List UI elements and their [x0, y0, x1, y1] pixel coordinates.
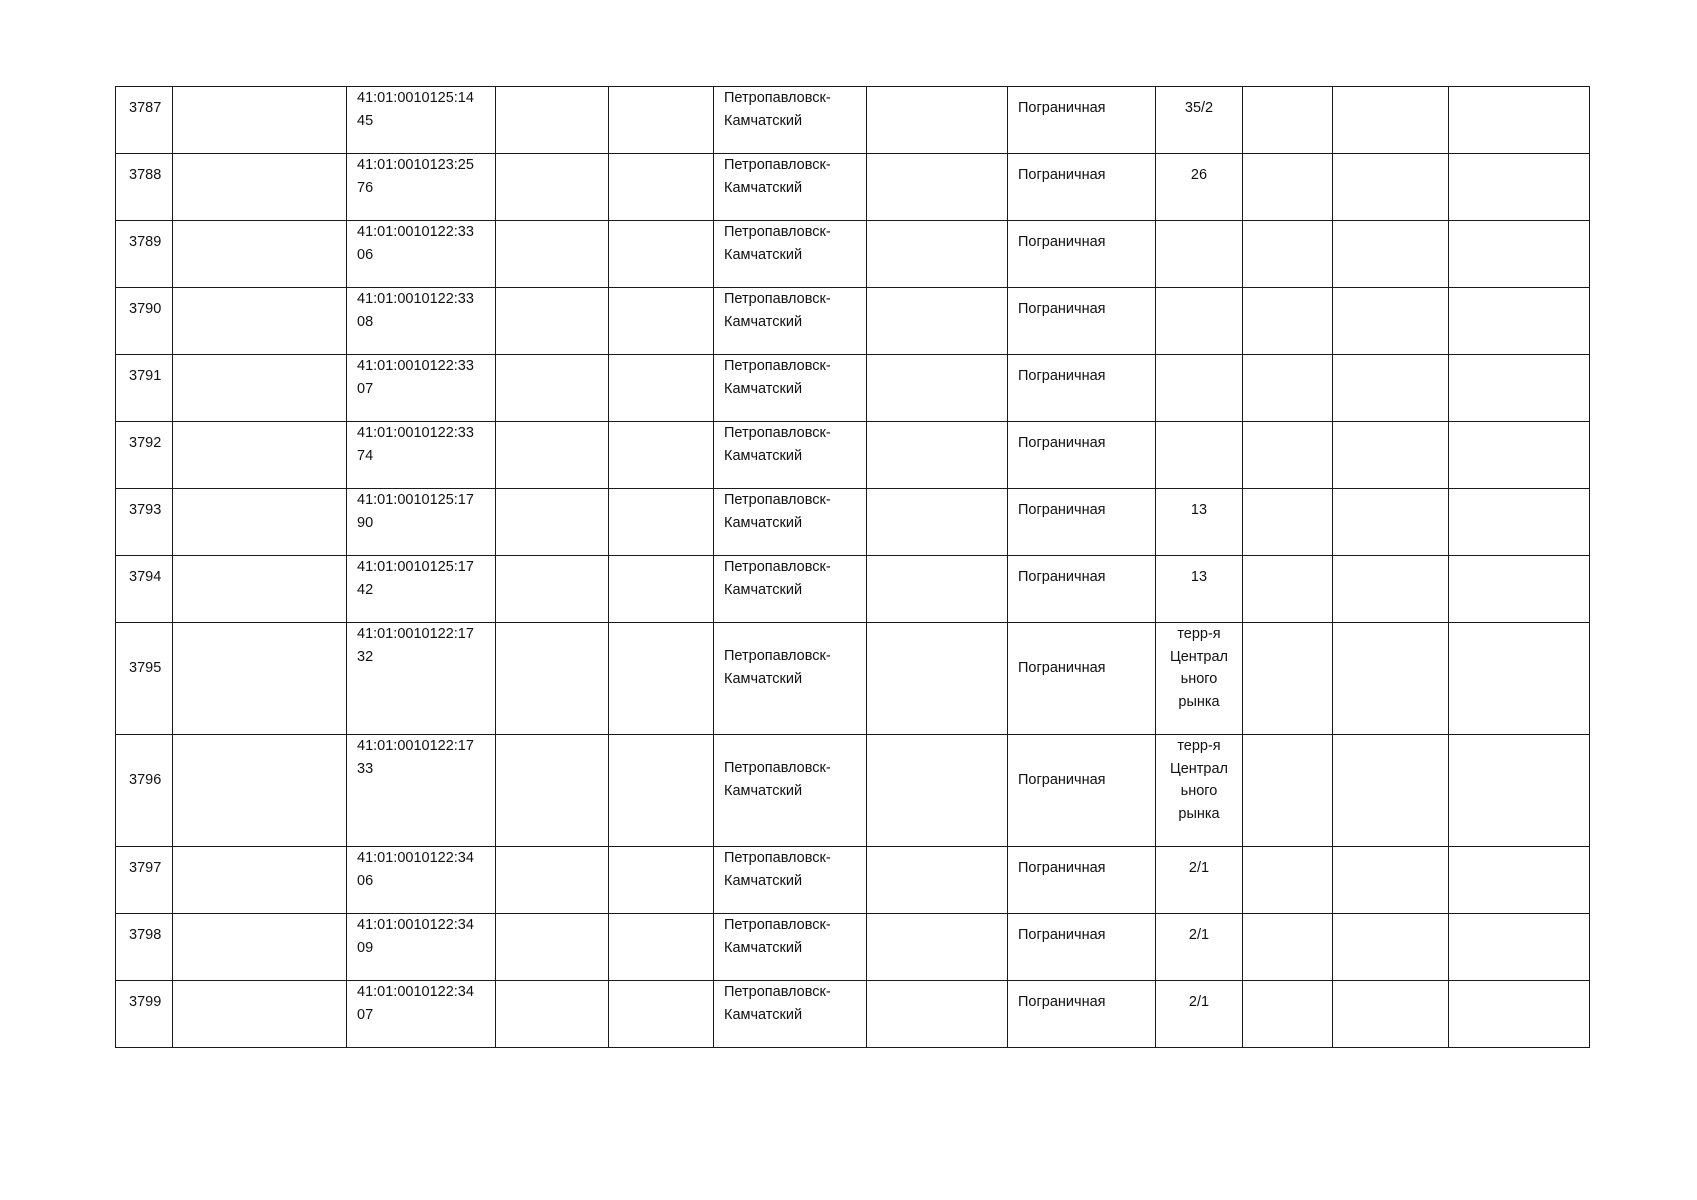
city-cell [714, 914, 867, 981]
table-row [116, 355, 1590, 422]
city-cell [714, 847, 867, 914]
table-row [116, 422, 1590, 489]
street-cell [1008, 735, 1156, 847]
cadastral-number-line-2: 08 [357, 313, 374, 330]
cadastral-number-cell [347, 623, 496, 735]
empty-cell [867, 288, 1008, 355]
empty-cell [609, 87, 714, 154]
empty-cell [173, 735, 347, 847]
empty-cell [1449, 288, 1590, 355]
city-line-2: Камчатский [724, 246, 803, 263]
empty-cell [1333, 288, 1449, 355]
house-cell [1156, 355, 1243, 422]
empty-cell [496, 221, 609, 288]
empty-cell [496, 154, 609, 221]
house-cell [1156, 556, 1243, 623]
cadastral-number-line-2: 07 [357, 1006, 374, 1023]
row-number-cell [116, 735, 173, 847]
house-cell [1156, 735, 1243, 847]
house-cell [1156, 981, 1243, 1048]
cadastral-number-cell [347, 87, 496, 154]
city-line-2: Камчатский [724, 670, 803, 687]
city-line-2: Камчатский [724, 1006, 803, 1023]
empty-cell [173, 847, 347, 914]
street-name: Пограничная [1018, 569, 1106, 585]
table-row [116, 221, 1590, 288]
empty-cell [1333, 735, 1449, 847]
empty-cell [1333, 355, 1449, 422]
house-line: 13 [1190, 569, 1208, 585]
street-name: Пограничная [1018, 435, 1106, 451]
street-name: Пограничная [1018, 100, 1106, 116]
empty-cell [173, 914, 347, 981]
empty-cell [1333, 154, 1449, 221]
empty-cell [1449, 556, 1590, 623]
city-cell [714, 623, 867, 735]
empty-cell [609, 221, 714, 288]
city-line-1: Петропавловск- [724, 850, 831, 866]
empty-cell [173, 87, 347, 154]
cadastral-number-cell [347, 847, 496, 914]
empty-cell [1243, 154, 1333, 221]
empty-cell [1449, 847, 1590, 914]
row-number: 3795 [129, 660, 162, 676]
city-line-2: Камчатский [724, 782, 803, 799]
registry-table [115, 86, 1590, 1048]
empty-cell [867, 154, 1008, 221]
row-number: 3799 [129, 994, 162, 1010]
street-name: Пограничная [1018, 167, 1106, 183]
table-row [116, 87, 1590, 154]
street-cell [1008, 87, 1156, 154]
empty-cell [173, 288, 347, 355]
city-line-1: Петропавловск- [724, 157, 831, 173]
house-line: терр-я [1177, 626, 1221, 642]
street-name: Пограничная [1018, 927, 1106, 943]
empty-cell [1449, 221, 1590, 288]
cadastral-number-cell [347, 914, 496, 981]
row-number: 3788 [129, 167, 162, 183]
empty-cell [1449, 489, 1590, 556]
empty-cell [867, 847, 1008, 914]
empty-cell [867, 87, 1008, 154]
city-line-1: Петропавловск- [724, 559, 831, 575]
street-cell [1008, 981, 1156, 1048]
row-number: 3793 [129, 502, 162, 518]
cadastral-number-line-2: 09 [357, 939, 374, 956]
cadastral-number-line-2: 76 [357, 179, 374, 196]
city-cell [714, 154, 867, 221]
row-number-cell [116, 355, 173, 422]
cadastral-number-cell [347, 735, 496, 847]
cadastral-number-cell [347, 981, 496, 1048]
street-name: Пограничная [1018, 301, 1106, 317]
cadastral-number-line-1: 41:01:0010122:17 [357, 626, 474, 642]
city-cell [714, 489, 867, 556]
city-line-1: Петропавловск- [724, 224, 831, 240]
empty-cell [1243, 221, 1333, 288]
row-number: 3787 [129, 100, 162, 116]
empty-cell [867, 422, 1008, 489]
empty-cell [173, 623, 347, 735]
table-row [116, 847, 1590, 914]
empty-cell [173, 489, 347, 556]
empty-cell [867, 489, 1008, 556]
empty-cell [1449, 355, 1590, 422]
row-number: 3797 [129, 860, 162, 876]
house-line: терр-я [1177, 738, 1221, 754]
row-number: 3790 [129, 301, 162, 317]
empty-cell [867, 735, 1008, 847]
city-cell [714, 735, 867, 847]
row-number-cell [116, 489, 173, 556]
empty-cell [1449, 154, 1590, 221]
cadastral-number-line-2: 74 [357, 447, 374, 464]
row-number: 3794 [129, 569, 162, 585]
street-cell [1008, 422, 1156, 489]
cadastral-number-line-2: 45 [357, 112, 374, 129]
empty-cell [1243, 355, 1333, 422]
empty-cell [1449, 914, 1590, 981]
row-number-cell [116, 87, 173, 154]
city-line-2: Камчатский [724, 380, 803, 397]
cadastral-number-line-2: 42 [357, 581, 374, 598]
street-cell [1008, 847, 1156, 914]
empty-cell [173, 556, 347, 623]
cadastral-number-line-1: 41:01:0010122:33 [357, 358, 474, 374]
table-row [116, 914, 1590, 981]
street-name: Пограничная [1018, 502, 1106, 518]
empty-cell [1333, 981, 1449, 1048]
empty-cell [609, 735, 714, 847]
table-row [116, 735, 1590, 847]
empty-cell [867, 981, 1008, 1048]
cadastral-number-line-2: 33 [357, 760, 374, 777]
empty-cell [173, 355, 347, 422]
city-line-1: Петропавловск- [724, 291, 831, 307]
row-number-cell [116, 288, 173, 355]
row-number-cell [116, 981, 173, 1048]
street-name: Пограничная [1018, 660, 1106, 676]
house-line: ьного [1180, 783, 1218, 799]
empty-cell [1333, 556, 1449, 623]
empty-cell [1243, 735, 1333, 847]
empty-cell [173, 154, 347, 221]
cadastral-number-cell [347, 422, 496, 489]
house-line: 2/1 [1188, 860, 1210, 876]
house-line: рынка [1178, 693, 1220, 710]
city-cell [714, 556, 867, 623]
city-line-1: Петропавловск- [724, 90, 831, 106]
house-cell [1156, 623, 1243, 735]
city-line-2: Камчатский [724, 112, 803, 129]
street-name: Пограничная [1018, 860, 1106, 876]
city-line-1: Петропавловск- [724, 760, 831, 776]
empty-cell [496, 981, 609, 1048]
street-cell [1008, 154, 1156, 221]
table-row [116, 981, 1590, 1048]
row-number-cell [116, 556, 173, 623]
empty-cell [867, 221, 1008, 288]
empty-cell [1449, 623, 1590, 735]
empty-cell [496, 422, 609, 489]
empty-cell [1243, 489, 1333, 556]
empty-cell [1449, 981, 1590, 1048]
street-cell [1008, 221, 1156, 288]
street-name: Пограничная [1018, 368, 1106, 384]
empty-cell [173, 221, 347, 288]
cadastral-number-line-2: 32 [357, 648, 374, 665]
empty-cell [609, 154, 714, 221]
empty-cell [1243, 556, 1333, 623]
house-line: 26 [1190, 167, 1208, 183]
city-cell [714, 981, 867, 1048]
row-number-cell [116, 623, 173, 735]
empty-cell [1243, 87, 1333, 154]
cadastral-number-line-2: 90 [357, 514, 374, 531]
city-line-1: Петропавловск- [724, 492, 831, 508]
city-line-1: Петропавловск- [724, 917, 831, 933]
cadastral-number-line-2: 06 [357, 246, 374, 263]
empty-cell [867, 556, 1008, 623]
house-cell [1156, 154, 1243, 221]
cadastral-number-cell [347, 489, 496, 556]
cadastral-number-cell [347, 355, 496, 422]
empty-cell [1243, 847, 1333, 914]
city-line-2: Камчатский [724, 313, 803, 330]
empty-cell [609, 288, 714, 355]
empty-cell [496, 556, 609, 623]
empty-cell [609, 981, 714, 1048]
table-body [116, 87, 1590, 1048]
house-cell [1156, 489, 1243, 556]
table-row [116, 556, 1590, 623]
empty-cell [609, 556, 714, 623]
empty-cell [867, 355, 1008, 422]
house-cell [1156, 847, 1243, 914]
empty-cell [1333, 87, 1449, 154]
empty-cell [173, 981, 347, 1048]
empty-cell [867, 914, 1008, 981]
house-cell [1156, 914, 1243, 981]
city-line-2: Камчатский [724, 179, 803, 196]
cadastral-number-line-1: 41:01:0010122:34 [357, 917, 474, 933]
empty-cell [1333, 422, 1449, 489]
city-cell [714, 355, 867, 422]
empty-cell [1449, 422, 1590, 489]
table-row [116, 489, 1590, 556]
empty-cell [496, 914, 609, 981]
empty-cell [1333, 847, 1449, 914]
cadastral-number-line-1: 41:01:0010122:17 [357, 738, 474, 754]
street-cell [1008, 489, 1156, 556]
empty-cell [496, 87, 609, 154]
cadastral-number-line-2: 06 [357, 872, 374, 889]
city-line-2: Камчатский [724, 581, 803, 598]
house-line: рынка [1178, 805, 1220, 822]
cadastral-number-line-2: 07 [357, 380, 374, 397]
house-line: Централ [1169, 760, 1229, 777]
empty-cell [496, 288, 609, 355]
city-line-1: Петропавловск- [724, 358, 831, 374]
empty-cell [1449, 735, 1590, 847]
row-number: 3798 [129, 927, 162, 943]
cadastral-number-line-1: 41:01:0010125:17 [357, 559, 474, 575]
house-line: 35/2 [1184, 100, 1214, 116]
city-line-1: Петропавловск- [724, 984, 831, 1000]
empty-cell [609, 422, 714, 489]
cadastral-number-cell [347, 288, 496, 355]
house-cell [1156, 288, 1243, 355]
empty-cell [496, 355, 609, 422]
row-number-cell [116, 221, 173, 288]
row-number: 3796 [129, 772, 162, 788]
street-cell [1008, 288, 1156, 355]
cadastral-number-line-1: 41:01:0010123:25 [357, 157, 474, 173]
empty-cell [609, 355, 714, 422]
empty-cell [1449, 87, 1590, 154]
cadastral-number-line-1: 41:01:0010122:33 [357, 224, 474, 240]
street-cell [1008, 556, 1156, 623]
street-name: Пограничная [1018, 234, 1106, 250]
street-name: Пограничная [1018, 772, 1106, 788]
empty-cell [1333, 221, 1449, 288]
cadastral-number-line-1: 41:01:0010125:14 [357, 90, 474, 106]
empty-cell [1243, 914, 1333, 981]
row-number: 3789 [129, 234, 162, 250]
table-row [116, 154, 1590, 221]
empty-cell [496, 735, 609, 847]
empty-cell [1333, 489, 1449, 556]
house-cell [1156, 221, 1243, 288]
row-number: 3792 [129, 435, 162, 451]
city-line-2: Камчатский [724, 447, 803, 464]
empty-cell [496, 489, 609, 556]
row-number-cell [116, 847, 173, 914]
city-cell [714, 87, 867, 154]
cadastral-number-cell [347, 556, 496, 623]
empty-cell [496, 623, 609, 735]
street-cell [1008, 355, 1156, 422]
empty-cell [1243, 288, 1333, 355]
empty-cell [1333, 623, 1449, 735]
house-cell [1156, 87, 1243, 154]
house-line: Централ [1169, 648, 1229, 665]
cadastral-number-line-1: 41:01:0010122:33 [357, 425, 474, 441]
city-line-2: Камчатский [724, 939, 803, 956]
house-line: 13 [1190, 502, 1208, 518]
empty-cell [173, 422, 347, 489]
house-line: 2/1 [1188, 994, 1210, 1010]
house-line: ьного [1180, 671, 1218, 687]
empty-cell [496, 847, 609, 914]
cadastral-number-cell [347, 221, 496, 288]
city-line-1: Петропавловск- [724, 425, 831, 441]
row-number-cell [116, 422, 173, 489]
city-line-2: Камчатский [724, 872, 803, 889]
empty-cell [609, 489, 714, 556]
city-line-2: Камчатский [724, 514, 803, 531]
empty-cell [867, 623, 1008, 735]
empty-cell [1333, 914, 1449, 981]
empty-cell [609, 847, 714, 914]
row-number-cell [116, 154, 173, 221]
empty-cell [609, 914, 714, 981]
empty-cell [609, 623, 714, 735]
city-line-1: Петропавловск- [724, 648, 831, 664]
empty-cell [1243, 623, 1333, 735]
row-number-cell [116, 914, 173, 981]
row-number: 3791 [129, 368, 162, 384]
house-cell [1156, 422, 1243, 489]
city-cell [714, 422, 867, 489]
cadastral-number-line-1: 41:01:0010122:34 [357, 850, 474, 866]
cadastral-number-cell [347, 154, 496, 221]
cadastral-number-line-1: 41:01:0010122:34 [357, 984, 474, 1000]
street-name: Пограничная [1018, 994, 1106, 1010]
table-row [116, 623, 1590, 735]
cadastral-number-line-1: 41:01:0010122:33 [357, 291, 474, 307]
empty-cell [1243, 422, 1333, 489]
house-line: 2/1 [1188, 927, 1210, 943]
cadastral-number-line-1: 41:01:0010125:17 [357, 492, 474, 508]
city-cell [714, 221, 867, 288]
street-cell [1008, 623, 1156, 735]
city-cell [714, 288, 867, 355]
empty-cell [1243, 981, 1333, 1048]
street-cell [1008, 914, 1156, 981]
table-row [116, 288, 1590, 355]
